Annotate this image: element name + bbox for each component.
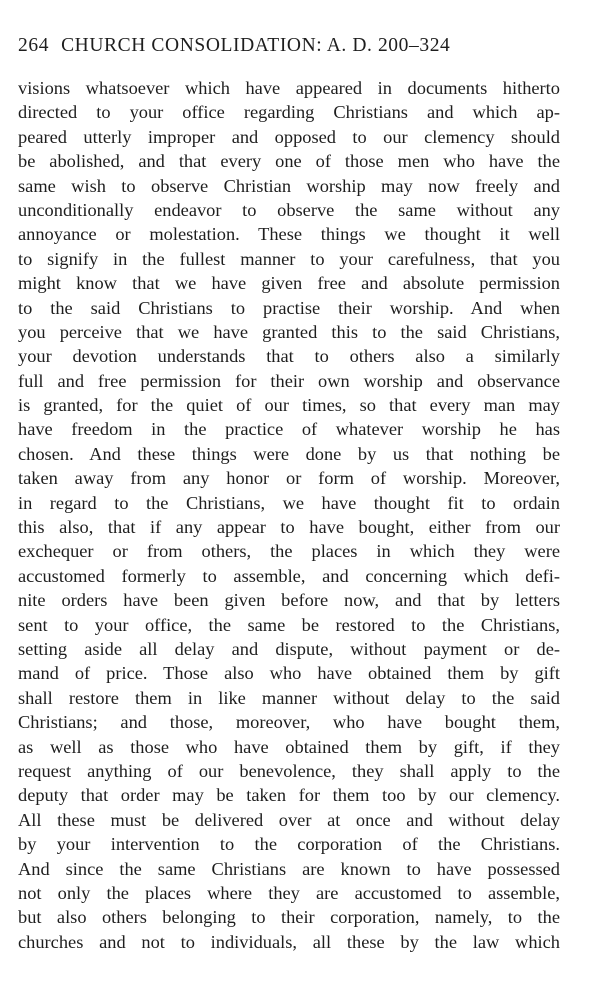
text-line: in regard to the Christians, we have thought fit to ordain — [18, 492, 560, 513]
text-line: might know that we have given free and absolute permission — [18, 273, 560, 294]
text-line: visions whatsoever which have appeared in documents hitherto — [18, 78, 560, 98]
text-line: nite orders have been given before now, and that by letters — [18, 590, 560, 611]
text-line: request anything of our benevolence, they shall apply to the — [18, 760, 560, 781]
text-line: to the said Christians to practise their worship. And when — [18, 297, 560, 318]
page-number: 264 — [18, 35, 50, 56]
text-line: taken away from any honor or form of worship. Moreover, — [18, 468, 560, 489]
text-line: All these must be delivered over at once and without delay — [18, 809, 560, 830]
text-line: mand of price. Those also who have obtained them by gift — [18, 663, 560, 684]
text-line: churches and not to individuals, all these by the law which — [18, 931, 560, 952]
text-line: this also, that if any appear to have bought, either from our — [18, 517, 560, 538]
text-line: setting aside all delay and dispute, without payment or de- — [18, 638, 560, 659]
text-line: deputy that order may be taken for them too by our clemency. — [18, 785, 560, 806]
text-line: by your intervention to the corporation of the Christians. — [18, 834, 560, 855]
text-line: is granted, for the quiet of our times, so that every man may — [18, 395, 560, 416]
text-line: have freedom in the practice of whatever worship he has — [18, 419, 560, 440]
running-title: CHURCH CONSOLIDATION: A. D. 200–324 — [61, 35, 451, 56]
text-line: to signify in the fullest manner to your carefulness, that you — [18, 248, 560, 269]
text-line: peared utterly improper and opposed to our clemency should — [18, 126, 560, 147]
text-line: Christians; and those, moreover, who have bought them, — [18, 712, 560, 733]
text-line: but also others belonging to their corporation, namely, to the — [18, 907, 560, 928]
text-line: unconditionally endeavor to observe the same without any — [18, 199, 560, 220]
running-head — [18, 33, 578, 59]
text-line: full and free permission for their own worship and observance — [18, 370, 560, 391]
text-line: And since the same Christians are known to have possessed — [18, 858, 560, 879]
text-line: not only the places where they are accustomed to assemble, — [18, 882, 560, 903]
text-line: exchequer or from others, the places in which they were — [18, 541, 560, 562]
text-line: accustomed formerly to assemble, and concerning which defi- — [18, 565, 560, 586]
text-line: sent to your office, the same be restored to the Christians, — [18, 614, 560, 635]
text-line: your devotion understands that to others also a similarly — [18, 346, 560, 367]
text-line: chosen. And these things were done by us that nothing be — [18, 443, 560, 464]
text-line: same wish to observe Christian worship may now freely and — [18, 175, 560, 196]
text-line: as well as those who have obtained them by gift, if they — [18, 736, 560, 757]
text-line: you perceive that we have granted this to the said Christians, — [18, 321, 560, 342]
text-line: be abolished, and that every one of those men who have the — [18, 151, 560, 172]
text-line: shall restore them in like manner without delay to the said — [18, 687, 560, 708]
text-line: directed to your office regarding Christians and which ap- — [18, 102, 560, 123]
body-text — [18, 76, 560, 954]
text-line: annoyance or molestation. These things we thought it well — [18, 224, 560, 245]
